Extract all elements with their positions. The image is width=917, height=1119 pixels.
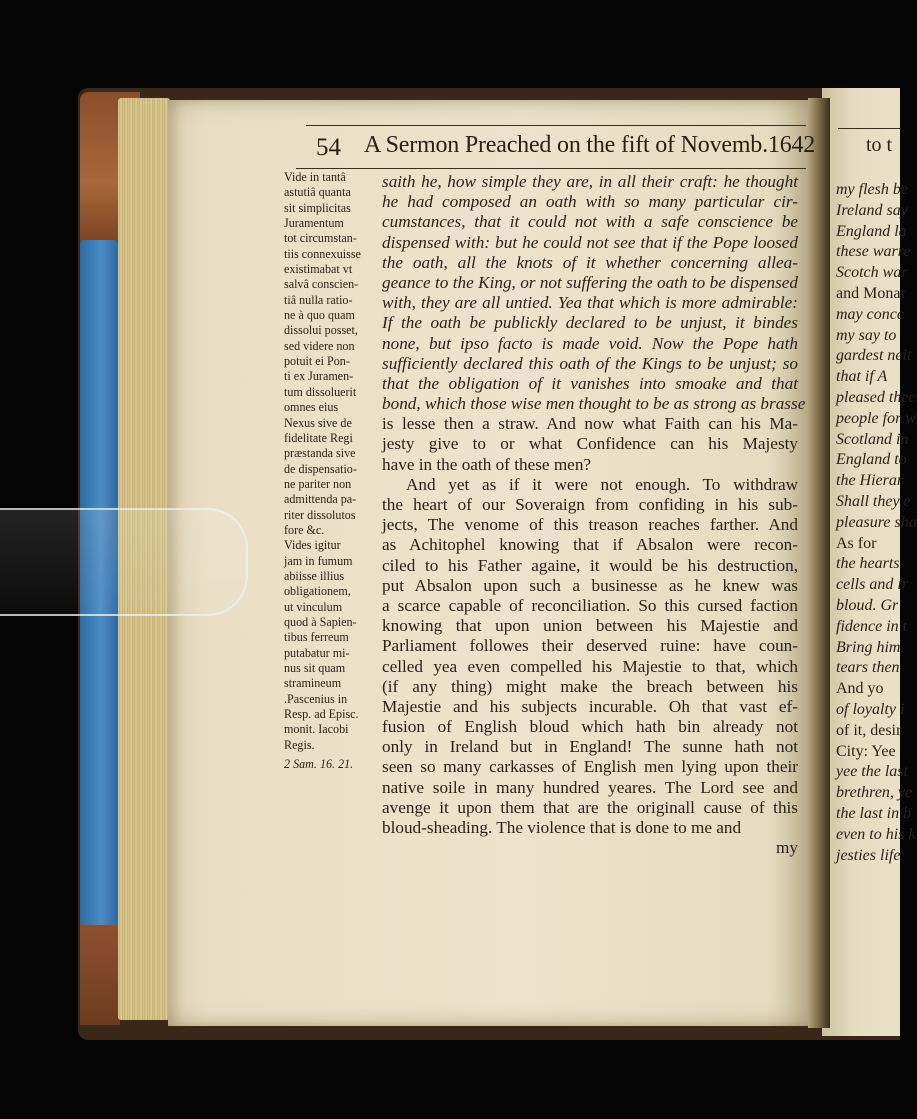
right-page-line: Scotch war [836, 264, 908, 282]
body-text [382, 172, 806, 858]
right-page-line: bloud. Gr [836, 596, 899, 614]
margin-note-line: fidelitate Regi [284, 430, 353, 445]
margin-note-line: potuit ei Pon- [284, 354, 350, 369]
right-page-line: Shall they e [836, 492, 911, 510]
body-line: a scarce capable of reconciliation. So this cursed faction [382, 595, 798, 615]
margin-note-line: tum dissoluerit [284, 384, 357, 399]
right-page-line: that if A [836, 368, 888, 386]
margin-note-line: sit simplicitas [284, 200, 351, 215]
right-page-line: the last in b [836, 804, 912, 822]
margin-note-line: abiisse illius [284, 568, 345, 583]
header-rule-top [306, 125, 806, 126]
margin-note-line: astutiâ quanta [284, 185, 351, 200]
body-line: with, they are all untied. Yea that which is more admirable: [382, 293, 798, 313]
body-line: saith he, how simple they are, in all their craft: he thought [382, 172, 798, 191]
right-page-line: pleased thee [836, 388, 916, 406]
right-page-line: England to [836, 451, 907, 469]
right-page-line: my flesh be [836, 181, 908, 198]
margin-note-line: ne à quo quam [284, 308, 355, 323]
body-line: avenge it upon them that are the originall cause of this [382, 797, 798, 817]
body-line: jesty give to or what Confidence can his Majesty [382, 434, 798, 454]
body-line: And yet as if it were not enough. To withdraw [406, 474, 798, 494]
page-number: 54 [316, 134, 341, 161]
margin-note-line: Vides igitur [284, 538, 341, 553]
scripture-reference: 2 Sam. 16. 21. [284, 757, 354, 772]
margin-note-line: Vide in tantâ [284, 170, 346, 184]
catchword: my [776, 838, 798, 858]
margin-note-line: omnes eius [284, 400, 339, 415]
right-page-line: yee the last [836, 763, 908, 781]
body-line: none, but ipso facto is made void. Now the Pope hath [382, 333, 798, 353]
running-header [312, 128, 816, 168]
body-line: geance to the King, or not suffering the oath to be dispensed [382, 272, 798, 292]
margin-note [284, 170, 380, 772]
running-title: A Sermon Preached on the fift of Novemb.1642 [364, 132, 816, 158]
margin-note-line: admittenda pa- [284, 492, 357, 507]
right-page-line: And yo [836, 680, 884, 698]
right-running-title: to t [866, 134, 893, 156]
margin-note-line: Regis. [284, 737, 315, 752]
body-line: cumstances, that it could not with a safe conscience be [382, 212, 798, 232]
margin-note-line: ti ex Juramen- [284, 369, 354, 384]
body-line: sufficiently declared this oath of the Kings to be unjust; so [382, 353, 798, 373]
body-line: jects, The venome of this treason reaches farther. And [382, 515, 798, 535]
body-line: is lesse then a straw. And now what Faith can his Ma- [382, 414, 798, 434]
right-page-line: of it, desir [836, 721, 902, 739]
margin-note-line: monit. Iacobi [284, 722, 349, 737]
right-page-line: England la [836, 222, 907, 240]
book-gutter [808, 98, 830, 1028]
body-line: Majestie and his subjects incurable. Oh that vast ef- [382, 696, 798, 716]
margin-note-line: sed videre non [284, 338, 355, 353]
margin-note-line: præstanda sive [284, 446, 356, 461]
right-page-line: pleasure sha [836, 513, 917, 531]
right-page-line: these warre [836, 243, 911, 261]
margin-note-line: tiis connexuisse [284, 246, 361, 261]
margin-note-line: existimabat vt [284, 262, 353, 277]
right-header-rule [838, 128, 900, 129]
margin-note-line: .Pascenius in [284, 691, 348, 706]
margin-note-line: obligationem, [284, 584, 351, 599]
margin-note-line: quod à Sapien- [284, 614, 357, 629]
right-page-line: jesties life [836, 846, 901, 864]
body-line: fusion of English bloud which hath bin already not [382, 717, 798, 737]
margin-note-line: ne pariter non [284, 476, 352, 491]
right-page-line: the hearts [836, 555, 900, 573]
right-page-line: of loyalty i [836, 700, 905, 718]
body-line: dispensed with: but he could not see that if the Pope loosed [382, 232, 798, 252]
body-line: that the obligation of it vanishes into smoake and that [382, 373, 798, 393]
margin-note-line: fore &c. [284, 522, 325, 537]
margin-note-line: de dispensatio- [284, 461, 357, 476]
body-line: seen so many carkasses of English men lying upon their [382, 757, 798, 777]
body-line: put Absalon upon such a businesse as he knew was [382, 575, 798, 595]
page-clip [0, 508, 248, 616]
body-line: only in Ireland but in England! The sunne hath not [382, 737, 798, 757]
margin-note-line: Resp. ad Episc. [284, 707, 359, 722]
body-line: If the oath be publickly declared to be unjust, it bindes [382, 313, 798, 333]
right-page-line: and Monar [836, 284, 906, 302]
body-line: native soile in many hundred yeares. The Lord see and [382, 777, 798, 797]
right-page-line: tears then [836, 659, 900, 677]
body-line: ciled to his Father againe, it would be his destruction, [382, 555, 798, 575]
right-page-line: Ireland say [836, 201, 908, 219]
margin-note-line: nus sit quam [284, 661, 346, 675]
leather-binding-bottom [80, 925, 120, 1025]
margin-note-line: putabatur mi- [284, 645, 350, 660]
right-page-line: gardest neit [836, 347, 912, 365]
margin-note-line: tot circumstan- [284, 231, 357, 246]
right-page-line: Scotland in [836, 430, 909, 448]
margin-note-line: salvâ conscien- [284, 277, 359, 292]
body-line: he had composed an oath with so many particular cir- [382, 192, 798, 212]
margin-note-line: dissolui posset, [284, 323, 358, 338]
body-line: the heart of our Soveraign from confiding in his sub- [382, 495, 798, 514]
right-page-line: even to his k [836, 825, 916, 843]
body-line: (if any thing) might make the breach between his [382, 676, 798, 696]
margin-note-line: jam in fumum [284, 553, 353, 568]
right-page-line: my say to [836, 326, 897, 344]
margin-note-line: Juramentum [284, 216, 344, 231]
margin-note-line: ut vinculum [284, 599, 343, 614]
right-page-line: may conce [836, 305, 904, 323]
header-rule-bottom [296, 168, 806, 169]
margin-note-line: tiâ nulla ratio- [284, 292, 353, 307]
right-page-line: brethren, ye [836, 784, 913, 802]
margin-note-line: Nexus sive de [284, 415, 352, 430]
right-page-text [836, 180, 917, 866]
margin-note-line: stramineum [284, 676, 342, 691]
right-page-line: cells and ir [836, 576, 908, 594]
body-line: the oath, all the knots of it whether concerning allea- [382, 252, 798, 272]
body-line: knowing that upon union between his Majestie and [382, 616, 798, 636]
right-page-line: the Hierar [836, 472, 904, 490]
right-page-line: fidence in t [836, 617, 908, 635]
body-line: Parliament followes their deserved ruine: have coun- [382, 636, 798, 656]
body-line: bloud-sheading. The violence that is done to me and [382, 818, 742, 837]
right-page-line: Bring him [836, 638, 901, 656]
margin-note-line: tibus ferreum [284, 630, 349, 645]
margin-note-line: riter dissolutos [284, 507, 356, 522]
right-page-line: As for [836, 534, 877, 552]
body-line: bond, which those wise men thought to be as strong as brasse [382, 394, 806, 414]
right-page-line: City: Yee [836, 742, 896, 760]
body-line: as Achitophel knowing that if Absalon were recon- [382, 535, 798, 555]
body-line: celled yea even compelled his Majestie to that, which [382, 656, 798, 676]
body-line: have in the oath of these men? [382, 454, 592, 474]
right-page-line: people for w [836, 409, 916, 427]
